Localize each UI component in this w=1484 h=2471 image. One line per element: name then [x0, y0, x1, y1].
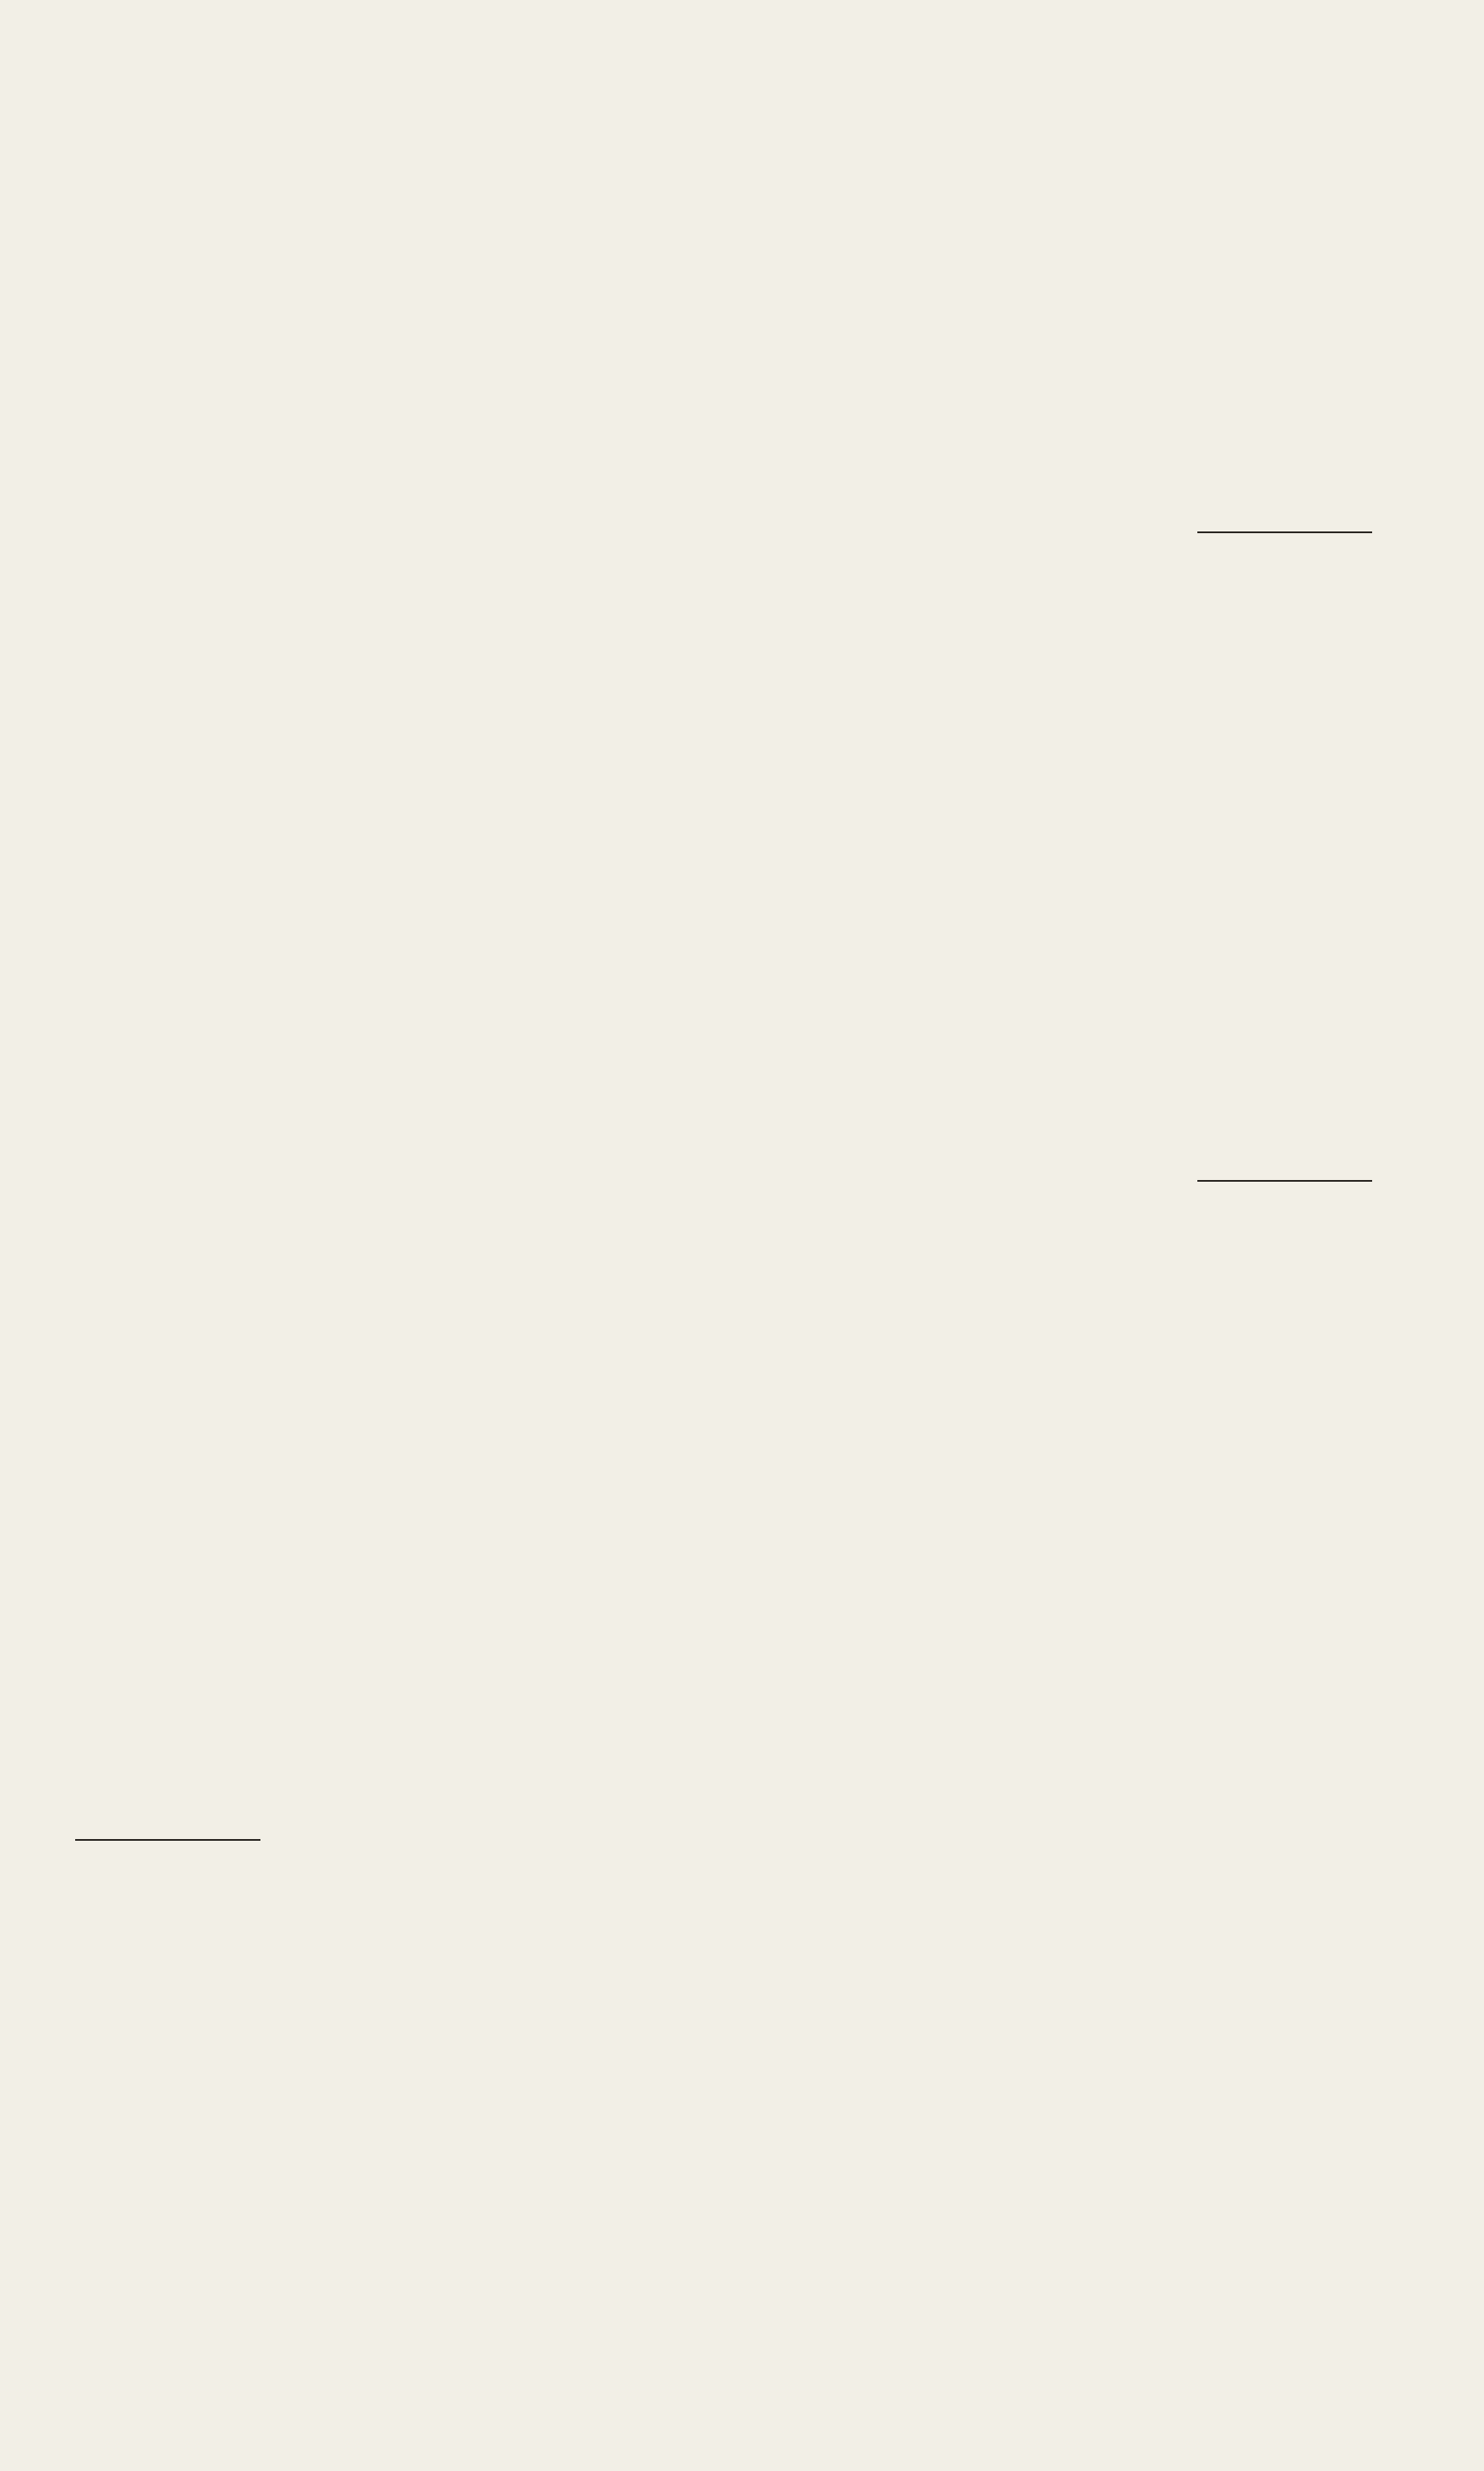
ausgaben-sum-rule	[1197, 531, 1372, 533]
ausgaben-sum-row	[0, 537, 1484, 575]
vermoegen-sum-rule	[1197, 1180, 1372, 1182]
vermoegen-sum-row	[0, 1185, 1484, 1224]
divider-rule	[75, 1839, 260, 1841]
